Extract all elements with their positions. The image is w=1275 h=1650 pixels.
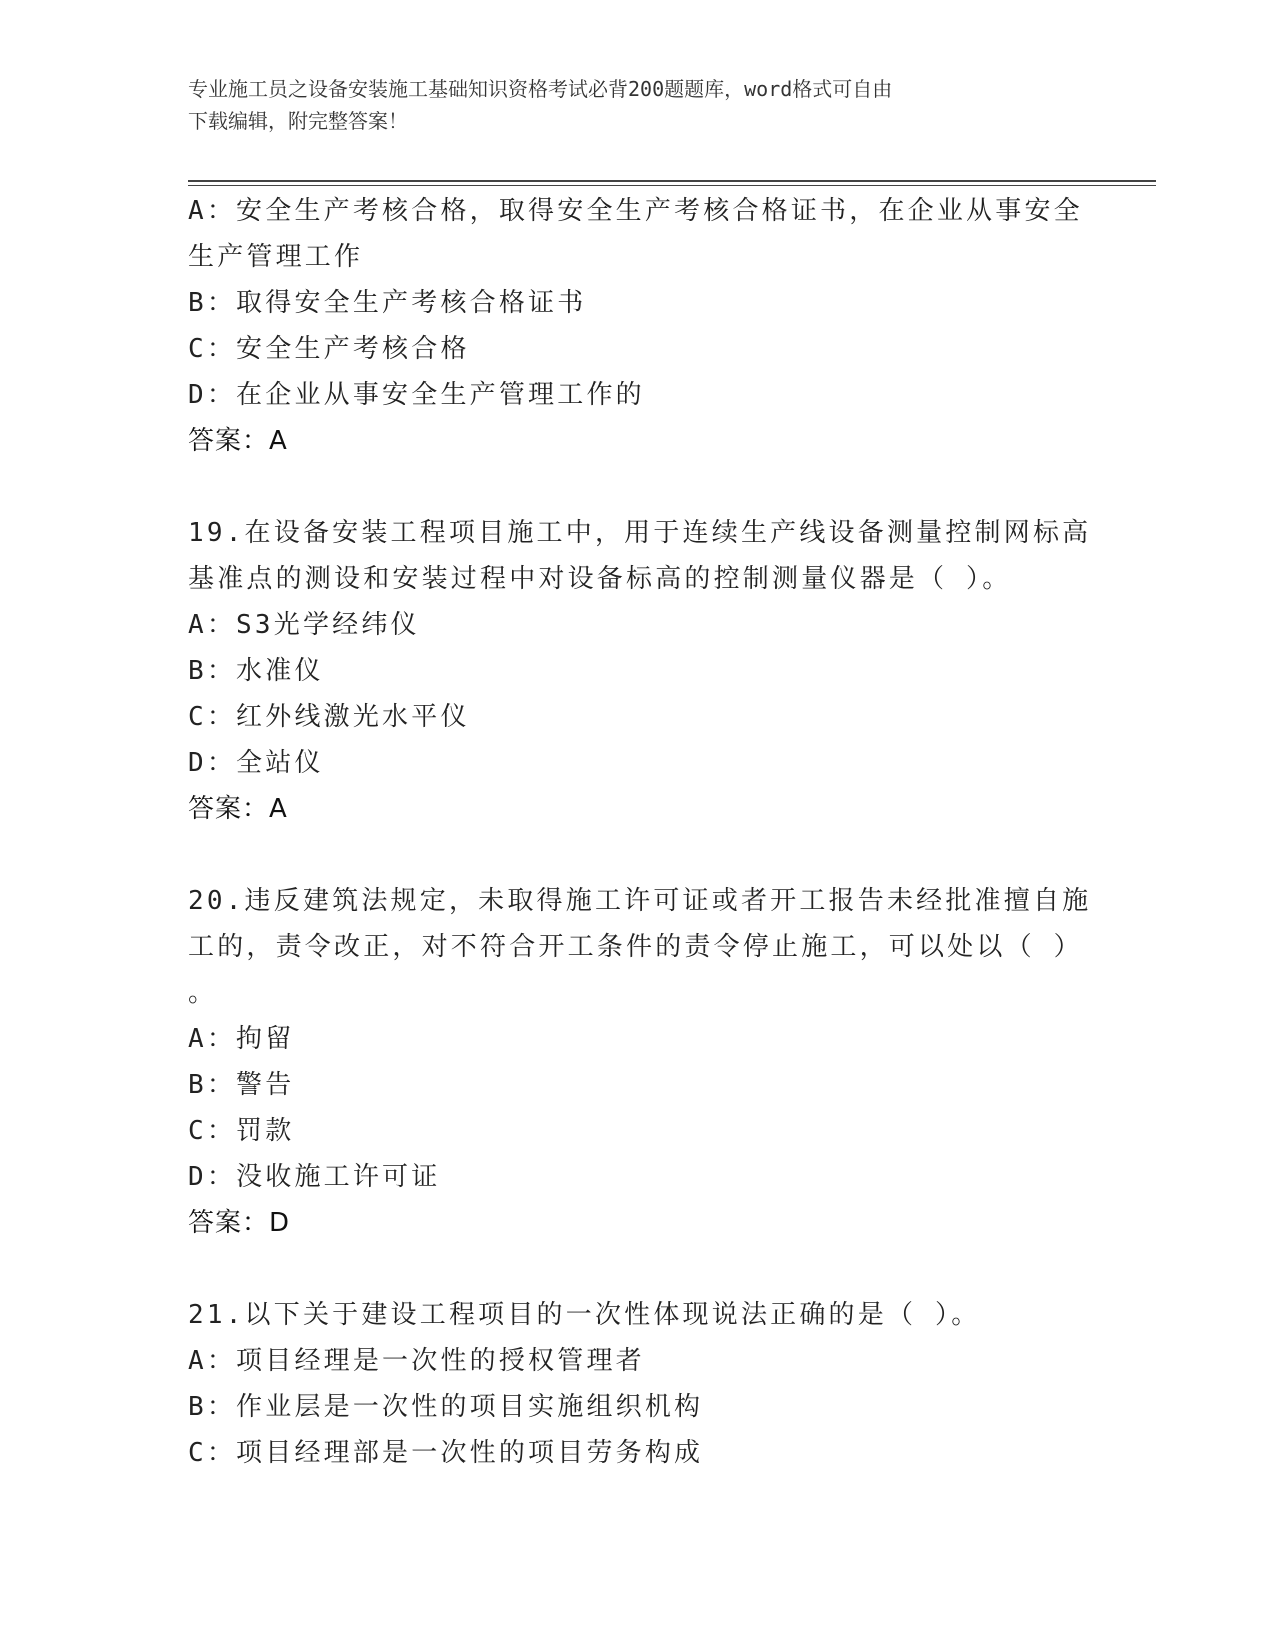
option-c: C：项目经理部是一次性的项目劳务构成 [188, 1438, 704, 1468]
question-list [188, 188, 1093, 1476]
option-d: D：没收施工许可证 [188, 1162, 441, 1192]
option-a-line-1: A：安全生产考核合格，取得安全生产考核合格证书，在企业从事安全 [188, 196, 1083, 226]
header-rule-thin [188, 185, 1156, 186]
option-c: C：罚款 [188, 1116, 295, 1146]
answer-line: 答案：A [188, 794, 288, 824]
option-d: D：全站仪 [188, 748, 324, 778]
header-line-2: 下载编辑，附完整答案！ [188, 109, 408, 133]
question-stem-line-1: 20.违反建筑法规定，未取得施工许可证或者开工报告未经批准擅自施 [188, 886, 1092, 916]
question-stem-line-2: 基准点的测设和安装过程中对设备标高的控制测量仪器是（ ）。 [188, 564, 1012, 594]
option-b: B：水准仪 [188, 656, 324, 686]
header-rule-thick [188, 180, 1156, 182]
answer-line: 答案：D [188, 1208, 291, 1238]
question-stem-line-2: 工的，责令改正，对不符合开工条件的责令停止施工，可以处以（ ） [188, 932, 1083, 962]
question-stem-line-1: 19.在设备安装工程项目施工中，用于连续生产线设备测量控制网标高 [188, 518, 1092, 548]
option-a: A：拘留 [188, 1024, 295, 1054]
question-spacer [188, 464, 1093, 510]
question-stem-line-1: 21.以下关于建设工程项目的一次性体现说法正确的是（ ）。 [188, 1300, 981, 1330]
answer-line: 答案：A [188, 426, 288, 456]
option-b: B：作业层是一次性的项目实施组织机构 [188, 1392, 704, 1422]
question-stem-line-3: 。 [188, 978, 218, 1008]
option-c: C：红外线激光水平仪 [188, 702, 470, 732]
option-a: A：S3光学经纬仪 [188, 610, 420, 640]
option-a: A：项目经理是一次性的授权管理者 [188, 1346, 645, 1376]
question-20-block [188, 878, 1093, 1246]
question-spacer [188, 1246, 1093, 1292]
option-b: B：取得安全生产考核合格证书 [188, 288, 587, 318]
document-header [188, 73, 1088, 137]
question-19-block [188, 510, 1093, 832]
question-18-block [188, 188, 1093, 464]
option-c: C：安全生产考核合格 [188, 334, 470, 364]
header-line-1: 专业施工员之设备安装施工基础知识资格考试必背200题题库，word格式可自由 [188, 77, 893, 101]
option-a-line-2: 生产管理工作 [188, 242, 364, 272]
question-spacer [188, 832, 1093, 878]
option-d: D：在企业从事安全生产管理工作的 [188, 380, 645, 410]
option-b: B：警告 [188, 1070, 295, 1100]
question-21-block [188, 1292, 1093, 1476]
